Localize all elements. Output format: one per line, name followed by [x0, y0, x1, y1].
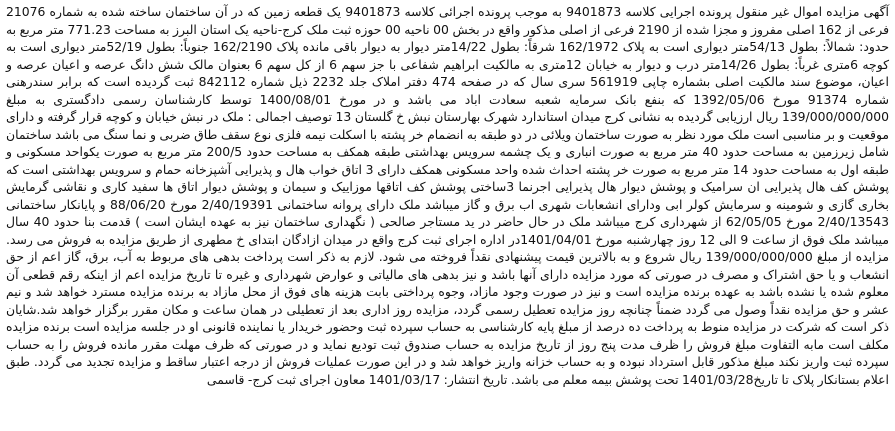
notice-body: به موجب پرونده اجرائی کلاسه 9401873 یک قطعه زمین که در آن ساختمان ساخته شده به شماره 21076 فرعی از 162 اصلی مفروز و مجزا شده از 2190 فرعی از اصلی مذکور واقع در بخش 00 ناحیه 00 حوزه ثبت ملک کرج-ناحیه یک استان البرز به مساحت 771.23 متر مربع به حدود: شمالاً: بطول 54/13متر دیواری است به پلاک 162/1972 شرقاً: بطول 14/22متر دیوار به دیوار باقی مانده پلاک 162/2190 جنوباً: بطول 52/19متر دیواری است به کوچه 6متری غرباً: بطول 14/26متر درب و دیوار به خیابان 12متری به مالکیت ابراهیم شفاعی با جز سهم 6 از کل سهم 6 بعنوان مالک شش دانگ عرصه و اعیان عرصه و اعیان، موضوع سند مالکیت اصلی بشماره چاپی 561919 سری سال که در صفحه 474 دفتر املاک جلد 2232 ذیل شماره 842112 ثبت گردیده است که برابر سندرهنی شماره 91374 مورخ 1392/05/06 که بنفع بانک سرمایه شعبه سعادت اباد می باشد و در مورخ 1400/08/01 توسط کارشناسان رسمی دادگستری به مبلغ 139/000/000/000 ریال ارزیابی گردیده به نشانی کرج میدان استاندارد شهرک بهارستان نبش خ گلستان 13 توصیف اجمالی : ملک در نبش خیابان و کوچه قرار گرفته و دارای موقعیت و بر مناسبی است ملک مورد نظر به صورت ساختمان ویلائی در دو طبقه به انضمام خر پشته با اسکلت نیمه فلزی نوع سقف طاق ضربی و نما سنگ می باشد ساختمان شامل زیرزمین به مساحت حدود 40 متر مربع به صورت انباری و یک چشمه سرویس بهداشتی طبقه همکف به مساحت حدود 200/5 متر مربع به صورت یکواحد مسکونی و طبقه اول به مساحت حدود 14 متر مربع به صورت خر پشته احداث شده واحد مسکونی همکف دارای 3 اتاق خواب هال و پذیرایی آشپزخانه حمام و سرویس بهداشتی است که پوشش کف هال پذیرایی ان سرامیک و پوشش دیوار هال پذیرایی اجرنما 3ساختی پوشش کف اتاقها موزاییک و سیمان و پوشش دیوار اتاق ها سفید کاری و نقاشی گرمایش بخاری گازی و شومینه و سرمایش کولر ابی ودارای انشعابات شهری اب برق و گاز میباشد ملک دارای پروانه ساختمانی 2/40/19391 مورخ 88/06/20 و پایانکار ساختمانی 2/40/13543 مورخ 62/05/05 از شهرداری کرج میباشد ملک در حال حاضر در ید مستاجر صالحی ( نگهداری ساختمان نیز به عهده ایشان است ) قدمت بنا حدود 40 سال میباشد ملک فوق از ساعت 9 الی 12 روز چهارشنبه مورخ 1401/04/01در اداره اجرای ثبت کرج واقع در میدان ازادگان ابتدای خ مطهری از طریق مزایده به فروش می رسد. مزایده از مبلغ 139/000/000/000 ریال شروع و به بالاترین قیمت پیشنهادی نقداً فروخته می شود. لازم به ذکر است پرداخت بدهی های مربوط به آب، برق، گاز اعم از حق انشعاب و یا حق اشتراک و مصرف در صورتی که مورد مزایده دارای آنها باشد و نیز بدهی های مالیاتی و عوارض شهرداری و غیره تا تاریخ مزایده اعم از اینکه رقم قطعی آن معلوم شده یا نشده باشد به عهده برنده مزایده است و نیز در صورت وجود مازاد، وجوه پرداختی بابت هزینه های فوق از محل مازاد به برنده مزایده مسترد خواهد شد و نیم عشر و حق مزایده نقداً وصول می گردد ضمناً چنانچه روز مزایده تعطیل رسمی گردد، مزایده روز اداری بعد از تعطیلی در همان ساعت و مکان مقرر برگزار خواهد شد.شایان ذکر است که شرکت در مزایده منوط به پرداخت ده درصد از مبلغ پایه کارشناسی به حساب سپرده ثبت وحضور خریدار یا نماینده قانونی او در جلسه مزایده است برنده مزایده مکلف است مابه التفاوت مبلغ فروش را ظرف مدت پنج روز از تاریخ مزایده به حساب صندوق ثبت تودیع نماید و در صورتی که ظرف مهلت مقرر مانده فروش را به حساب سپرده ثبت واریز نکند مبلغ مذکور قابل استرداد نبوده و به حساب خزانه واریز خواهد شد و در این صورت عملیات فروش از درجه اعتبار ساقط و مزایده تجدید می گردد. طبق اعلام بستانکار پلاک تا تاریخ1401/03/28 تحت پوشش بیمه معلم می باشد. تاریخ انتشار: 1401/03/17 معاون اجرای ثبت کرج- قاسمی — [6, 4, 890, 387]
notice-text — [6, 3, 889, 388]
notice-title: آگهی مزایده اموال غیر منقول پرونده اجرایی کلاسه 9401873 — [566, 4, 889, 19]
